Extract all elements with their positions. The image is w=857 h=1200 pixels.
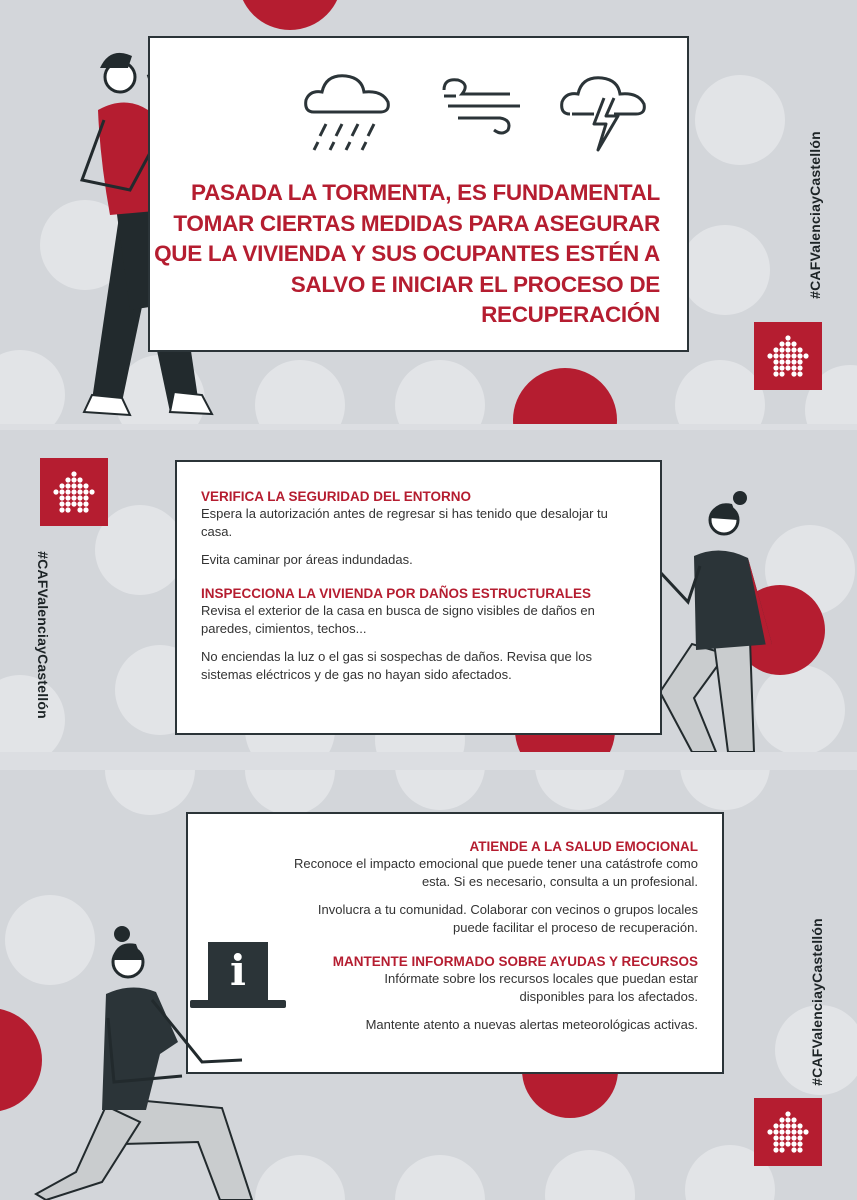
section1-title1: VERIFICA LA SEGURIDAD DEL ENTORNO <box>201 489 472 504</box>
storm-cloud-icon <box>558 70 652 156</box>
panel-storm-intro <box>0 0 857 424</box>
section2-title1: ATIENDE A LA SALUD EMOCIONAL <box>469 839 698 854</box>
section1-p4: No enciendas la luz o el gas si sospechas de daños. Revisa que los sistemas eléctricos y de gas no hayan sido afectados. <box>201 649 592 682</box>
info-icon <box>208 942 268 1000</box>
house-logo-top-right <box>754 322 822 390</box>
info-glyph: i <box>230 946 246 995</box>
hashtag-vertical-top-right: #CAFValenciayCastellón <box>807 131 823 299</box>
wind-icon <box>440 76 524 138</box>
section2-p1: Reconoce el impacto emocional que puede tener una catástrofe como esta. Si es necesario, consulta a un profesional. <box>294 856 698 889</box>
panel-safety-check <box>0 430 857 752</box>
laptop-base <box>190 1000 286 1008</box>
section1-p3: Revisa el exterior de la casa en busca de signo visibles de daños en paredes, cimientos, techos... <box>201 603 595 636</box>
headline-text: PASADA LA TORMENTA, ES FUNDAMENTAL TOMAR CIERTAS MEDIDAS PARA ASEGURAR QUE LA VIVIENDA Y SUS OCUPANTES ESTÉN A SALVO E INICIAR EL PROCESO DE RECUPERACIÓN <box>154 180 660 327</box>
safety-card <box>175 460 662 735</box>
hashtag-vertical-left: #CAFValenciayCastellón <box>35 551 51 719</box>
house-logo-left <box>40 458 108 526</box>
panel-recovery <box>0 770 857 1200</box>
house-logo-icon <box>40 458 108 526</box>
section2-p4: Mantente atento a nuevas alertas meteorológicas activas. <box>365 1017 698 1032</box>
section1-title2: INSPECCIONA LA VIVIENDA POR DAÑOS ESTRUCTURALES <box>201 586 592 601</box>
section2-p3: Infórmate sobre los recursos locales que puedan estar disponibles para los afectados. <box>384 971 698 1004</box>
hashtag-vertical-bottom-right: #CAFValenciayCastellón <box>809 918 825 1086</box>
rain-cloud-icon <box>302 68 394 158</box>
section1-p2: Evita caminar por áreas indundadas. <box>201 552 413 567</box>
house-logo-bottom-right <box>754 1098 822 1166</box>
section1-p1: Espera la autorización antes de regresar si has tenido que desalojar tu casa. <box>201 506 608 539</box>
house-logo-icon <box>754 322 822 390</box>
section2-title2: MANTENTE INFORMADO SOBRE AYUDAS Y RECURSOS <box>332 954 698 969</box>
section2-p2: Involucra a tu comunidad. Colaborar con vecinos o grupos locales puede facilitar el proceso de recuperación. <box>317 902 698 935</box>
safety-card-content <box>201 488 641 684</box>
house-logo-icon <box>754 1098 822 1166</box>
